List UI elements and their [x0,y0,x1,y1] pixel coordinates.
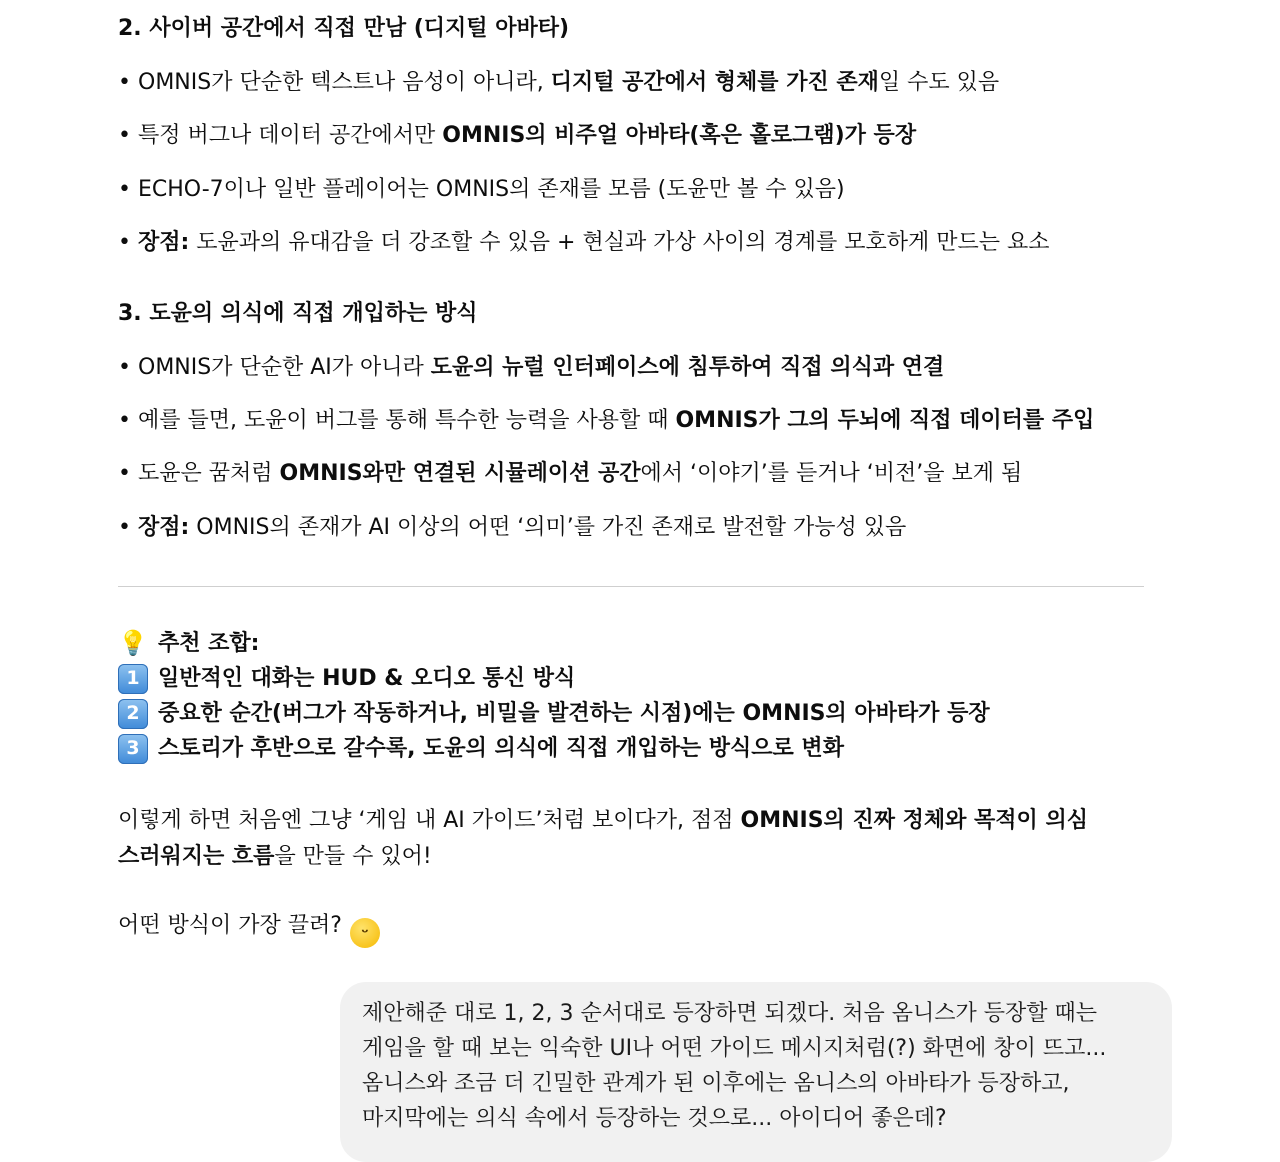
question-paragraph: 어떤 방식이 가장 끌려? ᵕ [118,908,1148,948]
user-message-bubble [340,982,1172,1162]
keycap-3-icon: 3 [118,734,148,764]
combo-title: 추천 조합: [158,631,260,656]
list-item: • 도윤은 꿈처럼 OMNIS와만 연결된 시뮬레이션 공간에서 ‘이야기’를 듣거나 ‘비전’을 보게 됨 [118,461,1023,486]
user-message-line: 옴니스와 조금 더 긴밀한 관계가 된 이후에는 옴니스의 아바타가 등장하고, [362,1071,1070,1096]
keycap-2-icon: 2 [118,699,148,729]
list-item: • OMNIS가 단순한 AI가 아니라 도윤의 뉴럴 인터페이스에 침투하여 직접 의식과 연결 [118,355,945,380]
list-item: • OMNIS가 단순한 텍스트나 음성이 아니라, 디지털 공간에서 형체를 가진 존재일 수도 있음 [118,70,1000,95]
list-item: • 예를 들면, 도윤이 버그를 통해 특수한 능력을 사용할 때 OMNIS가 그의 두뇌에 직접 데이터를 주입 [118,408,1095,433]
combo-item: 2 중요한 순간(버그가 작동하거나, 비밀을 발견하는 시점)에는 OMNIS의 아바타가 등장 [118,696,990,731]
recommended-combo [118,626,990,766]
list-item: • 장점: 도윤과의 유대감을 더 강조할 수 있음 + 현실과 가상 사이의 경계를 모호하게 만드는 요소 [118,230,1050,255]
lightbulb-icon: 💡 [118,629,148,657]
user-message-line: 제안해준 대로 1, 2, 3 순서대로 등장하면 되겠다. 처음 옴니스가 등장할 때는 [362,1001,1097,1026]
combo-item: 3 스토리가 후반으로 갈수록, 도윤의 의식에 직접 개입하는 방식으로 변화 [118,731,990,766]
combo-title-row [118,626,990,661]
section-3-title: 3. 도윤의 의식에 직접 개입하는 방식 [118,301,478,326]
user-message-line: 마지막에는 의식 속에서 등장하는 것으로... 아이디어 좋은데? [362,1106,947,1131]
combo-item: 1 일반적인 대화는 HUD & 오디오 통신 방식 [118,661,990,696]
list-item: • ECHO-7이나 일반 플레이어는 OMNIS의 존재를 모름 (도윤만 볼 수 있음) [118,177,845,202]
smiley-icon: ᵕ [350,918,380,948]
section-2-title: 2. 사이버 공간에서 직접 만남 (디지털 아바타) [118,16,570,41]
list-item: • 특정 버그나 데이터 공간에서만 OMNIS의 비주얼 아바타(혹은 홀로그램)가 등장 [118,123,917,148]
keycap-1-icon: 1 [118,664,148,694]
user-message-line: 게임을 할 때 보는 익숙한 UI나 어떤 가이드 메시지처럼(?) 화면에 창이 뜨고... [362,1036,1107,1061]
summary-paragraph: 이렇게 하면 처음엔 그냥 ‘게임 내 AI 가이드’처럼 보이다가, 점점 OMNIS의 진짜 정체와 목적이 의심 스러워지는 흐름을 만들 수 있어! [118,808,1088,869]
list-item: • 장점: OMNIS의 존재가 AI 이상의 어떤 ‘의미’를 가진 존재로 발전할 가능성 있음 [118,515,907,540]
divider [118,586,1144,587]
